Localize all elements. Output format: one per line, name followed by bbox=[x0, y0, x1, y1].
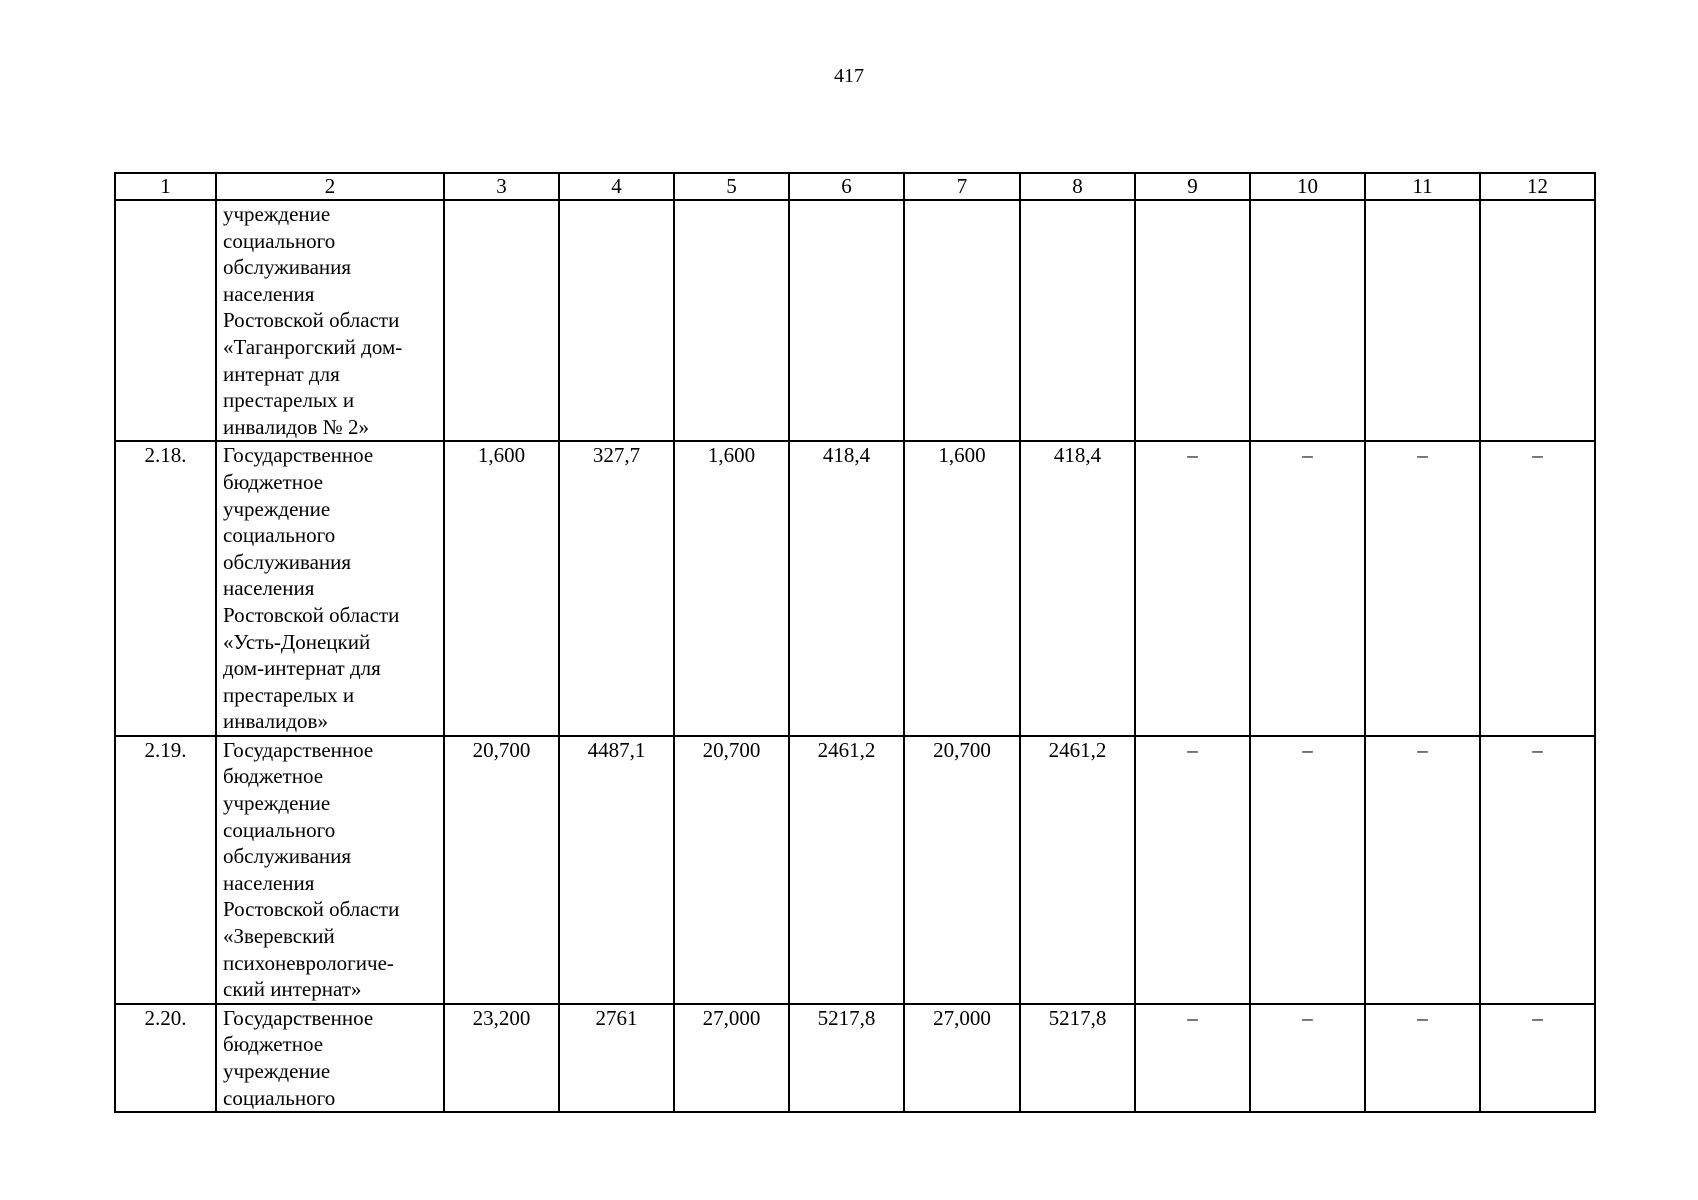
institution-name-line: социального bbox=[223, 523, 336, 548]
value-cell-col-5: 1,600 bbox=[674, 441, 789, 736]
value-cell-col-6 bbox=[789, 200, 904, 441]
institution-name-line: интернат для bbox=[223, 361, 340, 386]
value-cell-col-6: 5217,8 bbox=[789, 1004, 904, 1112]
value-cell-col-8: 2461,2 bbox=[1020, 736, 1135, 1004]
value-cell-col-11: – bbox=[1365, 441, 1480, 736]
value-cell-col-9: – bbox=[1135, 736, 1250, 1004]
institution-name-line: «Усть-Донецкий bbox=[223, 629, 371, 654]
institution-name-line: «Зверевский bbox=[223, 924, 335, 949]
institution-name-line: Ростовской области bbox=[223, 308, 400, 333]
column-header: 2 bbox=[216, 173, 444, 200]
institution-name-line: бюджетное bbox=[223, 764, 324, 789]
institution-name-cell bbox=[216, 1004, 444, 1112]
institution-name-line: Ростовской области bbox=[223, 897, 400, 922]
column-header: 5 bbox=[674, 173, 789, 200]
value-cell-col-11 bbox=[1365, 200, 1480, 441]
institution-name-line: инвалидов № 2» bbox=[223, 414, 369, 439]
value-cell-col-9: – bbox=[1135, 441, 1250, 736]
institution-name-line: учреждение bbox=[223, 496, 331, 521]
row-number-cell bbox=[115, 200, 216, 441]
value-cell-col-12 bbox=[1480, 200, 1595, 441]
institution-name-line: социального bbox=[223, 228, 336, 253]
value-cell-col-7: 27,000 bbox=[904, 1004, 1020, 1112]
column-header: 6 bbox=[789, 173, 904, 200]
value-cell-col-8 bbox=[1020, 200, 1135, 441]
value-cell-col-9 bbox=[1135, 200, 1250, 441]
header-row bbox=[115, 173, 1595, 200]
value-cell-col-5: 27,000 bbox=[674, 1004, 789, 1112]
institution-name-cell bbox=[216, 736, 444, 1004]
value-cell-col-3: 1,600 bbox=[444, 441, 559, 736]
institution-name-line: населения bbox=[223, 281, 315, 306]
value-cell-col-9: – bbox=[1135, 1004, 1250, 1112]
value-cell-col-10: – bbox=[1250, 441, 1365, 736]
value-cell-col-3: 23,200 bbox=[444, 1004, 559, 1112]
institution-name-line: населения bbox=[223, 870, 315, 895]
value-cell-col-12: – bbox=[1480, 1004, 1595, 1112]
table-row bbox=[115, 200, 1595, 441]
column-header: 11 bbox=[1365, 173, 1480, 200]
column-header: 7 bbox=[904, 173, 1020, 200]
institution-name-line: ский интернат» bbox=[223, 977, 362, 1002]
institution-name-cell bbox=[216, 441, 444, 736]
row-number-cell: 2.19. bbox=[115, 736, 216, 1004]
institution-name-cell bbox=[216, 200, 444, 441]
value-cell-col-10 bbox=[1250, 200, 1365, 441]
value-cell-col-4 bbox=[559, 200, 674, 441]
institution-name-line: обслуживания bbox=[223, 549, 352, 574]
value-cell-col-6: 2461,2 bbox=[789, 736, 904, 1004]
value-cell-col-8: 5217,8 bbox=[1020, 1004, 1135, 1112]
institution-name-line: престарелых и bbox=[223, 682, 355, 707]
value-cell-col-5: 20,700 bbox=[674, 736, 789, 1004]
institution-name-line: бюджетное bbox=[223, 469, 324, 494]
institution-name-line: Государственное bbox=[223, 1005, 374, 1030]
value-cell-col-8: 418,4 bbox=[1020, 441, 1135, 736]
column-header: 1 bbox=[115, 173, 216, 200]
value-cell-col-11: – bbox=[1365, 1004, 1480, 1112]
institution-name-line: учреждение bbox=[223, 202, 331, 226]
value-cell-col-12: – bbox=[1480, 441, 1595, 736]
value-cell-col-7: 20,700 bbox=[904, 736, 1020, 1004]
institution-name-line: бюджетное bbox=[223, 1032, 324, 1057]
page-number: 417 bbox=[834, 65, 864, 87]
institution-name-line: Ростовской области bbox=[223, 602, 400, 627]
value-cell-col-4: 4487,1 bbox=[559, 736, 674, 1004]
table-row bbox=[115, 1004, 1595, 1112]
institution-name-line: Государственное bbox=[223, 737, 374, 762]
value-cell-col-5 bbox=[674, 200, 789, 441]
table-body bbox=[115, 200, 1595, 1112]
value-cell-col-3 bbox=[444, 200, 559, 441]
value-cell-col-3: 20,700 bbox=[444, 736, 559, 1004]
institution-name-line: дом-интернат для bbox=[223, 656, 381, 681]
institution-name-line: Государственное bbox=[223, 443, 374, 468]
institution-name-line: социального bbox=[223, 1085, 336, 1110]
table-row bbox=[115, 441, 1595, 736]
value-cell-col-6: 418,4 bbox=[789, 441, 904, 736]
column-header: 3 bbox=[444, 173, 559, 200]
institution-name-line: инвалидов» bbox=[223, 709, 328, 734]
value-cell-col-10: – bbox=[1250, 736, 1365, 1004]
institution-name-line: населения bbox=[223, 576, 315, 601]
institution-name-line: социального bbox=[223, 817, 336, 842]
institution-name-line: обслуживания bbox=[223, 255, 352, 280]
column-header: 10 bbox=[1250, 173, 1365, 200]
row-number-cell: 2.18. bbox=[115, 441, 216, 736]
column-header: 4 bbox=[559, 173, 674, 200]
value-cell-col-4: 327,7 bbox=[559, 441, 674, 736]
value-cell-col-7 bbox=[904, 200, 1020, 441]
institution-name-line: учреждение bbox=[223, 791, 331, 816]
institution-name-line: «Таганрогский дом- bbox=[223, 334, 403, 359]
institution-name-line: психоневрологиче- bbox=[223, 950, 394, 975]
institution-name-line: учреждение bbox=[223, 1059, 331, 1083]
row-number-cell: 2.20. bbox=[115, 1004, 216, 1112]
value-cell-col-12: – bbox=[1480, 736, 1595, 1004]
value-cell-col-10: – bbox=[1250, 1004, 1365, 1112]
column-header: 8 bbox=[1020, 173, 1135, 200]
institution-name-line: обслуживания bbox=[223, 844, 352, 869]
column-header: 9 bbox=[1135, 173, 1250, 200]
column-header: 12 bbox=[1480, 173, 1595, 200]
data-table bbox=[114, 172, 1596, 1113]
table-row bbox=[115, 736, 1595, 1004]
value-cell-col-7: 1,600 bbox=[904, 441, 1020, 736]
value-cell-col-4: 2761 bbox=[559, 1004, 674, 1112]
institution-name-line: престарелых и bbox=[223, 388, 355, 413]
value-cell-col-11: – bbox=[1365, 736, 1480, 1004]
